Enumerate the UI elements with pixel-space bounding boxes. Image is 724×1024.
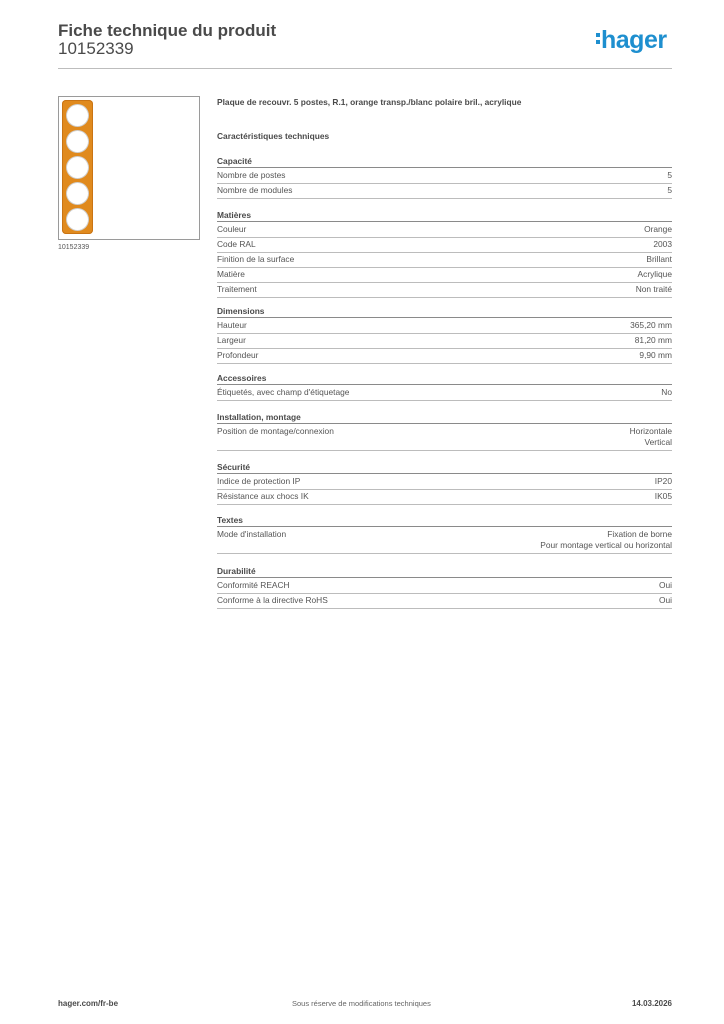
spec-value bbox=[659, 595, 672, 606]
plate-opening bbox=[67, 157, 88, 178]
cover-plate-image bbox=[62, 100, 93, 234]
tech-characteristics-title: Caractéristiques techniques bbox=[217, 131, 330, 141]
spec-value-line: IP20 bbox=[654, 476, 672, 486]
spec-label: Profondeur bbox=[217, 350, 259, 360]
spec-value-line: 9,90 mm bbox=[639, 350, 672, 360]
header-divider bbox=[58, 68, 672, 69]
spec-value-line: Oui bbox=[658, 595, 672, 605]
spec-label: Indice de protection IP bbox=[217, 476, 301, 486]
spec-value bbox=[635, 335, 672, 346]
spec-value bbox=[655, 476, 672, 487]
spec-value-line: Fixation de borne bbox=[607, 529, 672, 539]
spec-row bbox=[217, 253, 672, 268]
plate-opening bbox=[67, 183, 88, 204]
spec-value-line: Pour montage vertical ou horizontal bbox=[540, 540, 672, 550]
spec-value-line: Brillant bbox=[646, 254, 672, 264]
section-divider bbox=[217, 577, 672, 578]
spec-value bbox=[638, 269, 672, 280]
section-title: Durabilité bbox=[217, 566, 256, 576]
spec-label: Traitement bbox=[217, 284, 257, 294]
section-title: Matières bbox=[217, 210, 251, 220]
spec-row bbox=[217, 386, 672, 401]
plate-opening bbox=[67, 105, 88, 126]
section-title: Capacité bbox=[217, 156, 252, 166]
product-image-caption: 10152339 bbox=[58, 244, 90, 251]
section-title: Dimensions bbox=[217, 306, 265, 316]
spec-value-line: Acrylique bbox=[637, 269, 672, 279]
section-divider bbox=[217, 221, 672, 222]
spec-label: Finition de la surface bbox=[217, 254, 295, 264]
spec-row bbox=[217, 490, 672, 505]
section-divider bbox=[217, 423, 672, 424]
spec-value-line: 5 bbox=[667, 170, 672, 180]
section-title: Textes bbox=[217, 515, 243, 525]
hager-logo bbox=[596, 28, 667, 53]
spec-label: Étiquetés, avec champ d'étiquetage bbox=[217, 387, 350, 397]
footer-date: 14.03.2026 bbox=[631, 999, 672, 1008]
spec-label: Largeur bbox=[217, 335, 246, 345]
product-image bbox=[58, 96, 200, 240]
spec-label: Hauteur bbox=[217, 320, 247, 330]
section-divider bbox=[217, 526, 672, 527]
footer-website: hager.com/fr-be bbox=[58, 999, 119, 1008]
spec-row bbox=[217, 238, 672, 253]
spec-value-line: IK05 bbox=[654, 491, 672, 501]
spec-value-line: 5 bbox=[667, 185, 672, 195]
spec-label: Résistance aux chocs IK bbox=[217, 491, 309, 501]
spec-row bbox=[217, 169, 672, 184]
spec-value-line: Horizontale bbox=[629, 426, 672, 436]
product-code: 10152339 bbox=[58, 39, 134, 58]
spec-row bbox=[217, 268, 672, 283]
section-divider bbox=[217, 384, 672, 385]
spec-row bbox=[217, 223, 672, 238]
spec-value-line: Orange bbox=[644, 224, 672, 234]
section-title: Sécurité bbox=[217, 462, 251, 472]
spec-value bbox=[630, 320, 672, 331]
spec-row bbox=[217, 579, 672, 594]
plate-opening bbox=[67, 131, 88, 152]
plate-opening bbox=[67, 209, 88, 230]
footer-notice: Sous réserve de modifications techniques bbox=[292, 999, 431, 1008]
section-divider bbox=[217, 473, 672, 474]
spec-value bbox=[644, 224, 672, 235]
spec-value bbox=[661, 387, 672, 398]
spec-label: Conforme à la directive RoHS bbox=[217, 595, 328, 605]
section-divider bbox=[217, 317, 672, 318]
logo-text: hager bbox=[601, 26, 667, 54]
spec-label: Mode d'installation bbox=[217, 529, 287, 539]
spec-row bbox=[217, 334, 672, 349]
spec-value-line: 365,20 mm bbox=[630, 320, 672, 330]
spec-value-line: Vertical bbox=[644, 437, 672, 447]
spec-value-line: Oui bbox=[658, 580, 672, 590]
spec-label: Position de montage/connexion bbox=[217, 426, 334, 436]
section-divider bbox=[217, 167, 672, 168]
spec-value bbox=[667, 170, 672, 181]
spec-row bbox=[217, 594, 672, 609]
spec-label: Couleur bbox=[217, 224, 247, 234]
spec-value bbox=[630, 426, 672, 448]
spec-value-line: Non traité bbox=[635, 284, 672, 294]
spec-value bbox=[636, 284, 672, 295]
spec-value bbox=[646, 254, 672, 265]
spec-row bbox=[217, 319, 672, 334]
spec-value bbox=[659, 580, 672, 591]
spec-row bbox=[217, 528, 672, 554]
spec-value bbox=[540, 529, 672, 551]
spec-value bbox=[653, 239, 672, 250]
spec-label: Nombre de postes bbox=[217, 170, 286, 180]
spec-value-line: 2003 bbox=[653, 239, 672, 249]
spec-row bbox=[217, 349, 672, 364]
spec-value bbox=[639, 350, 672, 361]
spec-row bbox=[217, 475, 672, 490]
page-title: Fiche technique du produit bbox=[58, 21, 277, 40]
spec-value-line: 81,20 mm bbox=[634, 335, 672, 345]
spec-label: Matière bbox=[217, 269, 245, 279]
section-title: Accessoires bbox=[217, 373, 267, 383]
spec-row bbox=[217, 425, 672, 451]
spec-value bbox=[655, 491, 672, 502]
spec-label: Code RAL bbox=[217, 239, 256, 249]
spec-value bbox=[667, 185, 672, 196]
spec-value-line: No bbox=[661, 387, 672, 397]
spec-label: Nombre de modules bbox=[217, 185, 293, 195]
spec-label: Conformité REACH bbox=[217, 580, 290, 590]
product-description: Plaque de recouvr. 5 postes, R.1, orange transp./blanc polaire bril., acrylique bbox=[217, 97, 522, 107]
spec-row bbox=[217, 283, 672, 298]
section-title: Installation, montage bbox=[217, 412, 301, 422]
spec-row bbox=[217, 184, 672, 199]
